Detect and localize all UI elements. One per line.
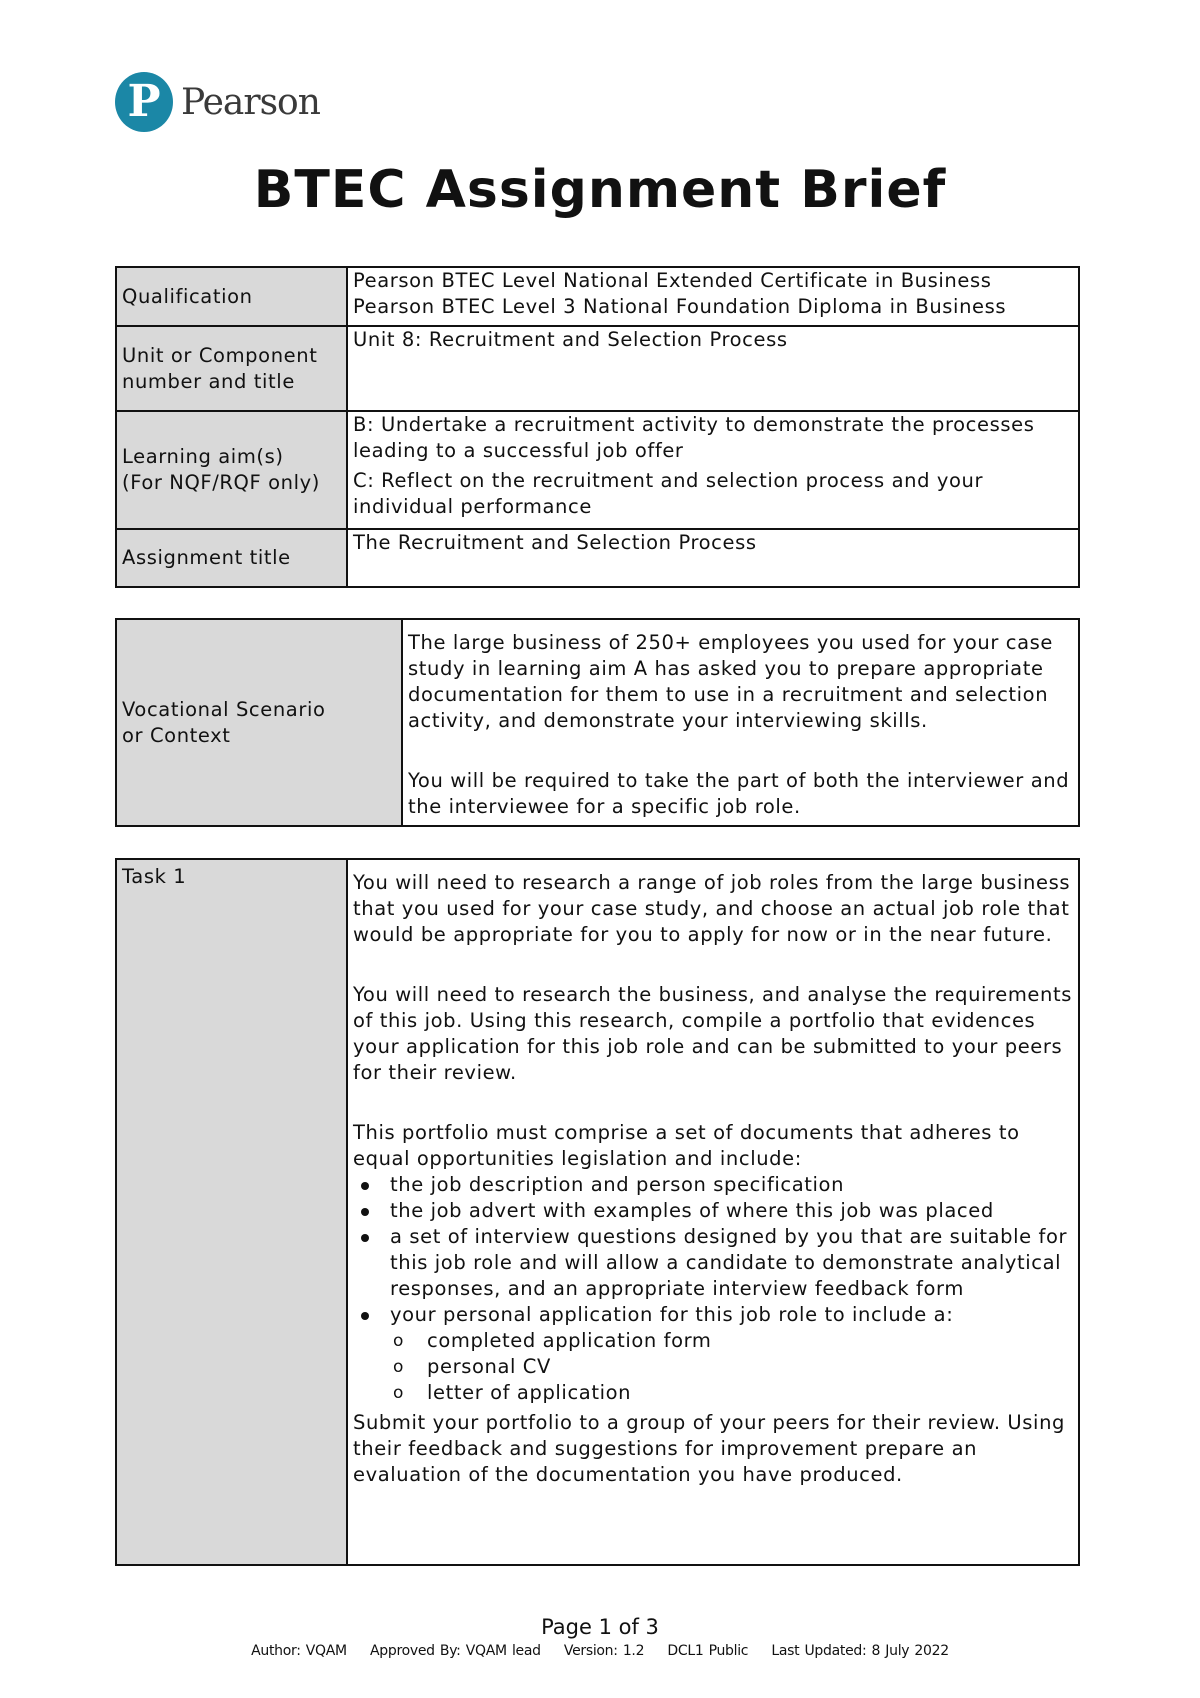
info-table <box>115 266 1080 588</box>
aim-c: C: Reflect on the recruitment and selection process and your individual performance <box>353 469 984 518</box>
scenario-label: Vocational Scenario or Context <box>116 619 402 826</box>
assignment-title-label: Assignment title <box>116 529 347 587</box>
unit-label-line: Unit or Component <box>122 343 318 367</box>
sub-list-item: o letter of application <box>353 1380 1074 1406</box>
task1-paragraph: This portfolio must comprise a set of documents that adheres to equal opportunities legislation and include: <box>353 1121 1020 1170</box>
footer-updated: Last Updated: 8 July 2022 <box>771 1643 949 1659</box>
aim-label-line: (For NQF/RQF only) <box>122 471 320 494</box>
qualification-line: Pearson BTEC Level 3 National Foundation Diploma in Business <box>353 295 1007 318</box>
footer-author: Author: VQAM <box>251 1643 347 1659</box>
row-scenario <box>116 619 1079 826</box>
task1-table <box>115 858 1080 1566</box>
task1-paragraph: You will need to research a range of job roles from the large business that you used for your case study, and choose an actual job role that would be appropriate for you to apply for now or in the near future. <box>353 871 1071 946</box>
task1-paragraph: Submit your portfolio to a group of your peers for their review. Using their feedback and suggestions for improvement prepare an evaluation of the documentation you have produced. <box>353 1411 1066 1486</box>
pearson-logo <box>115 72 320 132</box>
row-qualification <box>116 267 1079 326</box>
sub-list-item: o personal CV <box>353 1354 1074 1380</box>
qualification-label: Qualification <box>116 267 347 326</box>
qualification-value <box>347 267 1079 326</box>
portfolio-list <box>353 1172 1074 1406</box>
aim-label-line: Learning aim(s) <box>122 445 284 468</box>
scenario-paragraph: The large business of 250+ employees you used for your case study in learning aim A has asked you to prepare appropriate documentation for them to use in a recruitment and selection activity, and demonstrate your interviewing skills. <box>408 631 1054 732</box>
pearson-wordmark: Pearson <box>181 81 320 123</box>
task1-value <box>347 859 1079 1565</box>
footer-classification: DCL1 Public <box>667 1643 749 1659</box>
row-learning-aims <box>116 411 1079 529</box>
pearson-logo-icon: P <box>115 72 173 132</box>
list-item: the job advert with examples of where this job was placed <box>353 1198 1074 1224</box>
assignment-title-value: The Recruitment and Selection Process <box>347 529 1079 587</box>
unit-label <box>116 326 347 411</box>
list-item: your personal application for this job role to include a: <box>353 1302 1074 1328</box>
aim-b: B: Undertake a recruitment activity to demonstrate the processes leading to a successful job offer <box>353 413 1035 462</box>
row-assignment-title <box>116 529 1079 587</box>
unit-value: Unit 8: Recruitment and Selection Process <box>347 326 1079 411</box>
unit-label-line: number and title <box>122 369 295 393</box>
footer-version: Version: 1.2 <box>563 1643 645 1659</box>
page-title: BTEC Assignment Brief <box>253 160 947 220</box>
scenario-value <box>402 619 1079 826</box>
qualification-line: Pearson BTEC Level National Extended Certificate in Business <box>353 269 992 292</box>
list-item: a set of interview questions designed by you that are suitable for this job role and will allow a candidate to demonstrate analytical responses, and an appropriate interview feedback form <box>353 1224 1074 1302</box>
task1-paragraph: You will need to research the business, and analyse the requirements of this job. Using this research, compile a portfolio that evidences your application for this job role and can be submitted to your peers for their review. <box>353 983 1072 1084</box>
list-item: the job description and person specification <box>353 1172 1074 1198</box>
page-number: Page 1 of 3 <box>541 1615 659 1639</box>
scenario-paragraph: You will be required to take the part of both the interviewer and the interviewee for a specific job role. <box>408 769 1070 818</box>
sub-list-item: o completed application form <box>353 1328 1074 1354</box>
learning-aims-value <box>347 411 1079 529</box>
row-task1 <box>116 859 1079 1565</box>
footer-approved: Approved By: VQAM lead <box>370 1643 541 1659</box>
footer-meta <box>0 1643 1200 1659</box>
scenario-table <box>115 618 1080 827</box>
row-unit <box>116 326 1079 411</box>
task1-label: Task 1 <box>116 859 347 1565</box>
learning-aims-label <box>116 411 347 529</box>
